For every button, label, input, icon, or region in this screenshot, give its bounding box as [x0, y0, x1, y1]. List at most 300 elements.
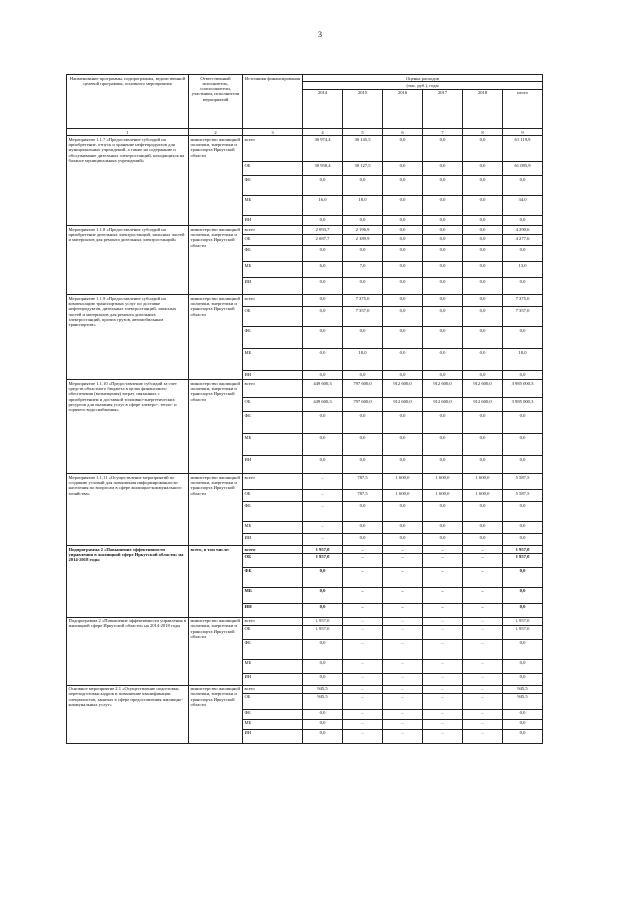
- year-value: –: [343, 617, 383, 625]
- total-value: 0,0: [503, 587, 543, 603]
- total-value: 3 985 000,3: [503, 398, 543, 412]
- year-value: 0,0: [383, 246, 423, 262]
- funding-source: ОБ: [243, 398, 303, 412]
- year-value: 0,0: [423, 522, 463, 534]
- total-value: 4 277,6: [503, 235, 543, 246]
- year-value: 0,0: [343, 502, 383, 522]
- total-value: 1 957,0: [503, 625, 543, 639]
- funding-source: МБ: [243, 262, 303, 278]
- header-year: 2018: [463, 89, 503, 128]
- column-index: 5: [343, 129, 383, 136]
- column-index: 2: [189, 129, 243, 136]
- year-value: –: [463, 709, 503, 719]
- year-value: 449 600,3: [303, 380, 343, 398]
- year-value: 0,0: [463, 502, 503, 522]
- year-value: –: [343, 546, 383, 553]
- total-value: 0,0: [503, 567, 543, 587]
- total-value: 0,0: [503, 246, 543, 262]
- year-value: 0,0: [423, 176, 463, 196]
- year-value: –: [463, 567, 503, 587]
- year-value: 0,0: [343, 327, 383, 349]
- year-value: 0,0: [303, 412, 343, 434]
- total-value: 0,0: [503, 434, 543, 456]
- year-value: –: [343, 567, 383, 587]
- year-value: 0,0: [303, 307, 343, 327]
- total-value: 0,0: [503, 176, 543, 196]
- year-value: 0,0: [463, 235, 503, 246]
- year-value: 0,0: [463, 434, 503, 456]
- year-value: 1 600,0: [463, 474, 503, 490]
- year-value: 0,0: [343, 522, 383, 534]
- year-value: –: [343, 685, 383, 693]
- year-value: –: [343, 719, 383, 729]
- year-value: –: [383, 587, 423, 603]
- responsible-executor: всего, в том числе:: [189, 546, 243, 617]
- year-value: –: [423, 587, 463, 603]
- year-value: –: [383, 659, 423, 673]
- funding-source: ИИ: [243, 673, 303, 685]
- year-value: –: [463, 617, 503, 625]
- total-value: 0,0: [503, 522, 543, 534]
- year-value: –: [423, 625, 463, 639]
- year-value: 0,0: [303, 278, 343, 295]
- funding-source: всего: [243, 685, 303, 693]
- year-value: 787,5: [343, 474, 383, 490]
- funding-source: ФБ: [243, 502, 303, 522]
- year-value: 0,0: [383, 162, 423, 176]
- total-value: 18,0: [503, 349, 543, 371]
- year-value: 0,0: [343, 371, 383, 380]
- year-value: 0,0: [303, 295, 343, 307]
- funding-source: всего: [243, 546, 303, 553]
- year-value: –: [463, 603, 503, 617]
- year-value: 0,0: [343, 216, 383, 226]
- year-value: 0,0: [423, 196, 463, 216]
- year-value: 912 600,0: [423, 380, 463, 398]
- year-value: 0,0: [423, 235, 463, 246]
- year-value: 0,0: [423, 349, 463, 371]
- year-value: –: [383, 673, 423, 685]
- year-value: 0,0: [303, 729, 343, 743]
- year-value: 912 600,0: [383, 398, 423, 412]
- year-value: 0,0: [303, 659, 343, 673]
- funding-source: ИИ: [243, 534, 303, 546]
- funding-source: ИИ: [243, 729, 303, 743]
- year-value: 0,0: [383, 216, 423, 226]
- year-value: –: [463, 587, 503, 603]
- funding-source: ФБ: [243, 639, 303, 659]
- year-value: –: [383, 709, 423, 719]
- funding-source: ИИ: [243, 278, 303, 295]
- year-value: 0,0: [303, 246, 343, 262]
- year-value: 0,0: [463, 534, 503, 546]
- table-row: [67, 546, 543, 553]
- total-value: 0,0: [503, 709, 543, 719]
- year-value: –: [343, 603, 383, 617]
- total-value: 7 375,0: [503, 295, 543, 307]
- year-value: 0,0: [303, 709, 343, 719]
- table-row: [67, 136, 543, 162]
- responsible-executor: министерство жилищной политики, энергетики и транспорта Иркутской области: [189, 295, 243, 380]
- year-value: 0,0: [463, 456, 503, 474]
- year-value: –: [463, 685, 503, 693]
- total-value: 4 290,6: [503, 226, 543, 235]
- year-value: 0,0: [303, 176, 343, 196]
- year-value: –: [383, 603, 423, 617]
- year-value: 0,0: [383, 534, 423, 546]
- year-value: 0,0: [423, 295, 463, 307]
- year-value: 0,0: [463, 295, 503, 307]
- header-source-column: Источники финансирования: [243, 75, 303, 129]
- year-value: 0,0: [423, 216, 463, 226]
- year-value: 1 600,0: [463, 490, 503, 502]
- year-value: 0,0: [463, 327, 503, 349]
- year-value: –: [303, 490, 343, 502]
- year-value: 0,0: [463, 226, 503, 235]
- funding-source: МБ: [243, 719, 303, 729]
- year-value: –: [383, 639, 423, 659]
- funding-source: ИИ: [243, 456, 303, 474]
- year-value: 912 600,0: [423, 398, 463, 412]
- year-value: 0,0: [303, 327, 343, 349]
- funding-source: ФБ: [243, 176, 303, 196]
- year-value: 0,0: [463, 176, 503, 196]
- year-value: 0,0: [303, 673, 343, 685]
- total-value: 0,0: [503, 371, 543, 380]
- year-value: –: [343, 639, 383, 659]
- year-value: 0,0: [423, 136, 463, 162]
- funding-source: всего: [243, 617, 303, 625]
- total-value: 5 587,5: [503, 490, 543, 502]
- year-value: 0,0: [383, 522, 423, 534]
- total-value: 0,0: [503, 327, 543, 349]
- year-value: –: [383, 617, 423, 625]
- year-value: –: [463, 693, 503, 709]
- measure-name: Мероприятие 1.1.9 «Предоставление субсидий на компенсацию транспортных услуг по доставке нефтепродуктов, дизельных электростанций, запасных частей и материалов для ремонта дизельных электростанций, прочих грузов, автомобильным транспортом»: [67, 295, 189, 380]
- year-value: 0,0: [383, 371, 423, 380]
- funding-source: ОБ: [243, 553, 303, 567]
- funding-source: МБ: [243, 349, 303, 371]
- year-value: 797 600,0: [343, 380, 383, 398]
- year-value: 0,0: [463, 262, 503, 278]
- year-value: 1 957,0: [303, 553, 343, 567]
- year-value: 0,0: [383, 176, 423, 196]
- year-value: 2 087,7: [303, 235, 343, 246]
- funding-source: МБ: [243, 434, 303, 456]
- table-row: [67, 380, 543, 398]
- funding-source: ФБ: [243, 412, 303, 434]
- year-value: 0,0: [383, 307, 423, 327]
- funding-source: МБ: [243, 587, 303, 603]
- year-value: 6,0: [303, 262, 343, 278]
- year-value: 0,0: [463, 522, 503, 534]
- year-value: 0,0: [383, 327, 423, 349]
- year-value: –: [423, 617, 463, 625]
- year-value: 0,0: [383, 136, 423, 162]
- year-value: 0,0: [423, 262, 463, 278]
- year-value: 0,0: [343, 412, 383, 434]
- budget-table: [66, 74, 543, 744]
- table-row: [67, 226, 543, 235]
- column-index: 6: [383, 129, 423, 136]
- funding-source: ОБ: [243, 490, 303, 502]
- year-value: –: [303, 534, 343, 546]
- year-value: –: [343, 553, 383, 567]
- year-value: –: [343, 625, 383, 639]
- header-responsible-column: Ответственный исполнитель, соисполнители, участники, исполнители мероприятий: [189, 75, 243, 129]
- year-value: –: [303, 474, 343, 490]
- funding-source: ИИ: [243, 216, 303, 226]
- year-value: 0,0: [383, 226, 423, 235]
- responsible-executor: министерство жилищной политики, энергетики и транспорта Иркутской области: [189, 685, 243, 743]
- funding-source: ФБ: [243, 567, 303, 587]
- funding-source: ОБ: [243, 162, 303, 176]
- year-value: 0,0: [463, 136, 503, 162]
- column-index: 8: [463, 129, 503, 136]
- total-value: 0,0: [503, 719, 543, 729]
- year-value: –: [303, 502, 343, 522]
- year-value: 0,0: [423, 307, 463, 327]
- year-value: –: [383, 625, 423, 639]
- year-value: –: [383, 729, 423, 743]
- year-value: 0,0: [303, 639, 343, 659]
- column-index: 1: [67, 129, 189, 136]
- responsible-executor: министерство жилищной политики, энергетики и транспорта Иркутской области: [189, 226, 243, 295]
- column-index: 3: [243, 129, 303, 136]
- year-value: 0,0: [463, 349, 503, 371]
- total-value: 0,0: [503, 603, 543, 617]
- year-value: 0,0: [423, 502, 463, 522]
- year-value: 0,0: [423, 278, 463, 295]
- total-value: 5 587,5: [503, 474, 543, 490]
- year-value: –: [383, 719, 423, 729]
- year-value: 797 600,0: [343, 398, 383, 412]
- total-value: 0,0: [503, 502, 543, 522]
- responsible-executor: министерство жилищной политики, энергетики и транспорта Иркутской области: [189, 380, 243, 474]
- year-value: 2 196,9: [343, 226, 383, 235]
- year-value: 0,0: [383, 262, 423, 278]
- year-value: 0,0: [463, 307, 503, 327]
- year-value: –: [463, 546, 503, 553]
- funding-source: ФБ: [243, 246, 303, 262]
- year-value: –: [423, 729, 463, 743]
- year-value: 0,0: [303, 434, 343, 456]
- year-value: 0,0: [463, 162, 503, 176]
- total-value: 13,0: [503, 262, 543, 278]
- total-value: 0,0: [503, 659, 543, 673]
- year-value: 0,0: [383, 235, 423, 246]
- table-row: [67, 617, 543, 625]
- year-value: 0,0: [423, 434, 463, 456]
- header-year: 2016: [383, 89, 423, 128]
- year-value: 0,0: [423, 456, 463, 474]
- year-value: –: [423, 719, 463, 729]
- year-value: –: [423, 709, 463, 719]
- year-value: –: [423, 603, 463, 617]
- year-value: –: [343, 659, 383, 673]
- header-name-column: Наименование программы, подпрограммы, ведомственной целевой программы, основного мероприятия: [67, 75, 189, 129]
- year-value: 912 600,0: [383, 380, 423, 398]
- year-value: 0,0: [383, 502, 423, 522]
- year-value: 7,0: [343, 262, 383, 278]
- funding-source: всего: [243, 380, 303, 398]
- year-value: –: [423, 639, 463, 659]
- year-value: –: [343, 709, 383, 719]
- year-value: 0,0: [383, 412, 423, 434]
- column-index-row: [67, 129, 543, 136]
- year-value: 0,0: [303, 603, 343, 617]
- header-year: 2017: [423, 89, 463, 128]
- year-value: 0,0: [303, 349, 343, 371]
- year-value: 2 189,9: [343, 235, 383, 246]
- year-value: –: [343, 693, 383, 709]
- year-value: –: [383, 685, 423, 693]
- year-value: 0,0: [383, 196, 423, 216]
- year-value: –: [463, 719, 503, 729]
- year-value: 0,0: [463, 246, 503, 262]
- year-value: –: [423, 553, 463, 567]
- funding-source: МБ: [243, 522, 303, 534]
- year-value: 7 375,0: [343, 295, 383, 307]
- header-year: 2014: [303, 89, 343, 128]
- funding-source: ОБ: [243, 693, 303, 709]
- measure-name: Подпрограмма 2 «Повышение эффективности управления в жилищной сфере Иркутской области» на 2014-2018 годы: [67, 617, 189, 685]
- year-value: 912 600,0: [463, 398, 503, 412]
- total-value: 0,0: [503, 456, 543, 474]
- table-row: [67, 295, 543, 307]
- measure-name: Мероприятие 1.1.11 «Осуществление мероприятий по созданию условий для повышения информированности населения по вопросам в сфере жилищно-коммунального хозяйства»: [67, 474, 189, 546]
- year-value: –: [423, 659, 463, 673]
- year-value: 16,0: [303, 196, 343, 216]
- year-value: 945,5: [303, 693, 343, 709]
- year-value: –: [383, 567, 423, 587]
- year-value: 1 600,0: [383, 474, 423, 490]
- page-number: 3: [318, 30, 322, 39]
- measure-name: Подпрограмма 2 «Повышение эффективности управления в жилищной сфере Иркутской области» на 2014-2018 годы: [67, 546, 189, 617]
- total-value: 0,0: [503, 216, 543, 226]
- year-value: 0,0: [423, 412, 463, 434]
- header-units: (тыс. руб.), годы: [303, 82, 543, 89]
- year-value: 0,0: [383, 278, 423, 295]
- year-value: 0,0: [463, 278, 503, 295]
- year-value: –: [463, 729, 503, 743]
- year-value: 1 957,0: [303, 625, 343, 639]
- column-index: 9: [503, 129, 543, 136]
- total-value: 0,0: [503, 729, 543, 743]
- year-value: –: [343, 729, 383, 743]
- year-value: 1 957,0: [303, 617, 343, 625]
- year-value: 18,0: [343, 349, 383, 371]
- table-row: [67, 474, 543, 490]
- measure-name: Мероприятие 1.1.7 «Предоставление субсидий на приобретение, отпуск и хранение нефтепродуктов для муниципальных учреждений, а также на содержание и обслуживание дизельных электростанций, находящихся на балансе муниципальных учреждений»: [67, 136, 189, 226]
- year-value: 0,0: [423, 534, 463, 546]
- year-value: 945,5: [303, 685, 343, 693]
- year-value: 0,0: [423, 327, 463, 349]
- year-value: –: [383, 693, 423, 709]
- year-value: –: [463, 553, 503, 567]
- year-value: –: [463, 673, 503, 685]
- table-row: [67, 685, 543, 693]
- year-value: –: [463, 659, 503, 673]
- year-value: –: [343, 673, 383, 685]
- year-value: –: [423, 567, 463, 587]
- responsible-executor: министерство жилищной политики, энергетики и транспорта Иркутской области: [189, 474, 243, 546]
- total-value: 34,0: [503, 196, 543, 216]
- header-estimate: Оценка расходов: [303, 75, 543, 82]
- responsible-executor: министерство жилищной политики, энергетики и транспорта Иркутской области: [189, 617, 243, 685]
- year-value: 0,0: [463, 216, 503, 226]
- year-value: 0,0: [383, 434, 423, 456]
- measure-name: Мероприятие 1.1.10 «Предоставление субсидий за счет средств областного бюджета в целях финансового обеспечения (возмещения) затрат, связанных с приобретением и доставкой топливно-энергетических ресурсов для оказания услуг в сфере электро-, тепло- и горячего водоснабжения»: [67, 380, 189, 474]
- year-value: 1 600,0: [423, 474, 463, 490]
- year-value: –: [383, 553, 423, 567]
- funding-source: всего: [243, 226, 303, 235]
- year-value: –: [423, 673, 463, 685]
- year-value: 787,5: [343, 490, 383, 502]
- year-value: 449 600,3: [303, 398, 343, 412]
- year-value: –: [423, 546, 463, 553]
- year-value: 0,0: [303, 567, 343, 587]
- total-value: 0,0: [503, 412, 543, 434]
- year-value: 0,0: [303, 587, 343, 603]
- year-value: 0,0: [303, 719, 343, 729]
- measure-name: Основное мероприятие 2.1 «Осуществление подготовки, переподготовки кадров и повышение квалификации специалистов, занятых в сфере предоставления жилищно-коммунальных услуг»: [67, 685, 189, 743]
- year-value: 0,0: [383, 456, 423, 474]
- year-value: 0,0: [343, 534, 383, 546]
- responsible-executor: министерство жилищной политики, энергетики и транспорта Иркутской области: [189, 136, 243, 226]
- column-index: 7: [423, 129, 463, 136]
- total-value: 945,5: [503, 693, 543, 709]
- funding-source: всего: [243, 295, 303, 307]
- year-value: –: [463, 625, 503, 639]
- year-value: 7 357,0: [343, 307, 383, 327]
- total-value: 7 357,0: [503, 307, 543, 327]
- year-value: –: [463, 639, 503, 659]
- year-value: 0,0: [423, 246, 463, 262]
- funding-source: всего: [243, 136, 303, 162]
- year-value: 0,0: [463, 412, 503, 434]
- year-value: –: [423, 685, 463, 693]
- measure-name: Мероприятие 1.1.8 «Предоставление субсидий на приобретение дизельных электростанций, запасных частей и материалов для ремонта дизельных электростанций»: [67, 226, 189, 295]
- total-value: 3 985 000,3: [503, 380, 543, 398]
- funding-source: всего: [243, 474, 303, 490]
- year-value: 1 957,0: [303, 546, 343, 553]
- year-value: 0,0: [463, 371, 503, 380]
- total-value: 1 957,0: [503, 617, 543, 625]
- year-value: 30 127,5: [343, 162, 383, 176]
- year-value: 30 974,4: [303, 136, 343, 162]
- funding-source: ФБ: [243, 327, 303, 349]
- year-value: 0,0: [423, 371, 463, 380]
- year-value: 0,0: [343, 456, 383, 474]
- year-value: –: [343, 587, 383, 603]
- year-value: 0,0: [303, 456, 343, 474]
- header-year: 2015: [343, 89, 383, 128]
- total-value: 0,0: [503, 278, 543, 295]
- year-value: 30 145,5: [343, 136, 383, 162]
- funding-source: ОБ: [243, 307, 303, 327]
- year-value: 0,0: [463, 196, 503, 216]
- year-value: 0,0: [423, 162, 463, 176]
- funding-source: МБ: [243, 659, 303, 673]
- total-value: 1 957,0: [503, 553, 543, 567]
- year-value: 1 600,0: [423, 490, 463, 502]
- year-value: 2 093,7: [303, 226, 343, 235]
- year-value: 1 600,0: [383, 490, 423, 502]
- funding-source: ОБ: [243, 235, 303, 246]
- funding-source: МБ: [243, 196, 303, 216]
- total-value: 61 085,9: [503, 162, 543, 176]
